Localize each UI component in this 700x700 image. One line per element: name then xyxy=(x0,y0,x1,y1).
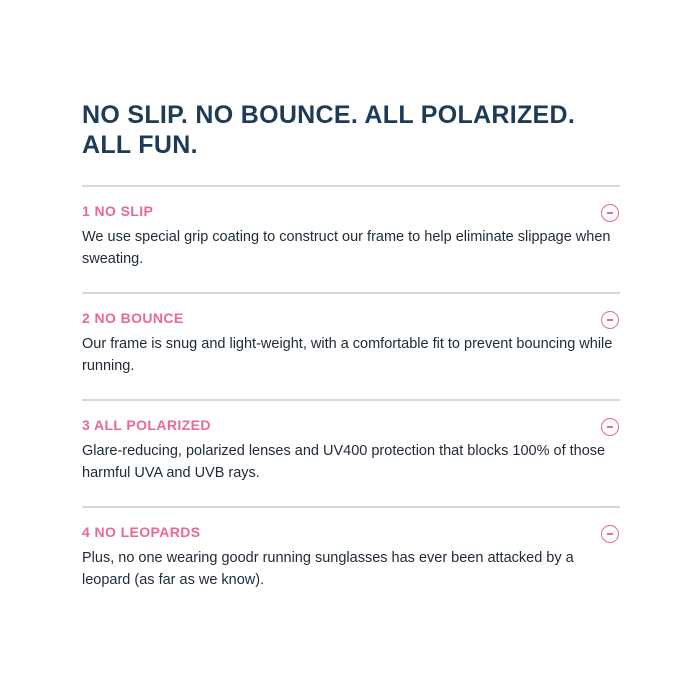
accordion-body: Glare-reducing, polarized lenses and UV400 protection that blocks 100% of those harmful UVA and UVB rays. xyxy=(82,443,606,481)
accordion-body: We use special grip coating to construct our frame to help eliminate slippage when sweating. xyxy=(82,229,611,267)
section-headline xyxy=(82,100,620,160)
accordion-header-no-slip[interactable] xyxy=(82,187,620,222)
accordion-title: 2 NO BOUNCE xyxy=(82,310,184,326)
accordion-item-all-polarized xyxy=(82,399,620,506)
minus-circle-icon[interactable] xyxy=(601,204,619,222)
accordion-title: 1 NO SLIP xyxy=(82,203,154,219)
accordion-title: 3 ALL POLARIZED xyxy=(82,417,211,433)
accordion-header-no-leopards[interactable] xyxy=(82,508,620,543)
accordion-body: Our frame is snug and light-weight, with a comfortable fit to prevent bouncing while running. xyxy=(82,336,613,374)
minus-circle-icon[interactable] xyxy=(601,311,619,329)
accordion-header-no-bounce[interactable] xyxy=(82,294,620,329)
headline-line-1: NO SLIP. NO BOUNCE. ALL POLARIZED. xyxy=(82,101,576,129)
minus-circle-icon[interactable] xyxy=(601,418,619,436)
accordion-item-no-slip xyxy=(82,185,620,292)
accordion-item-no-leopards xyxy=(82,506,620,613)
headline-line-2: ALL FUN. xyxy=(82,131,198,159)
features-section xyxy=(82,100,620,613)
accordion-header-all-polarized[interactable] xyxy=(82,401,620,436)
feature-accordion xyxy=(82,185,620,613)
accordion-title: 4 NO LEOPARDS xyxy=(82,524,201,540)
accordion-body: Plus, no one wearing goodr running sunglasses has ever been attacked by a leopard (as far as we know). xyxy=(82,550,574,588)
minus-circle-icon[interactable] xyxy=(601,525,619,543)
accordion-item-no-bounce xyxy=(82,292,620,399)
